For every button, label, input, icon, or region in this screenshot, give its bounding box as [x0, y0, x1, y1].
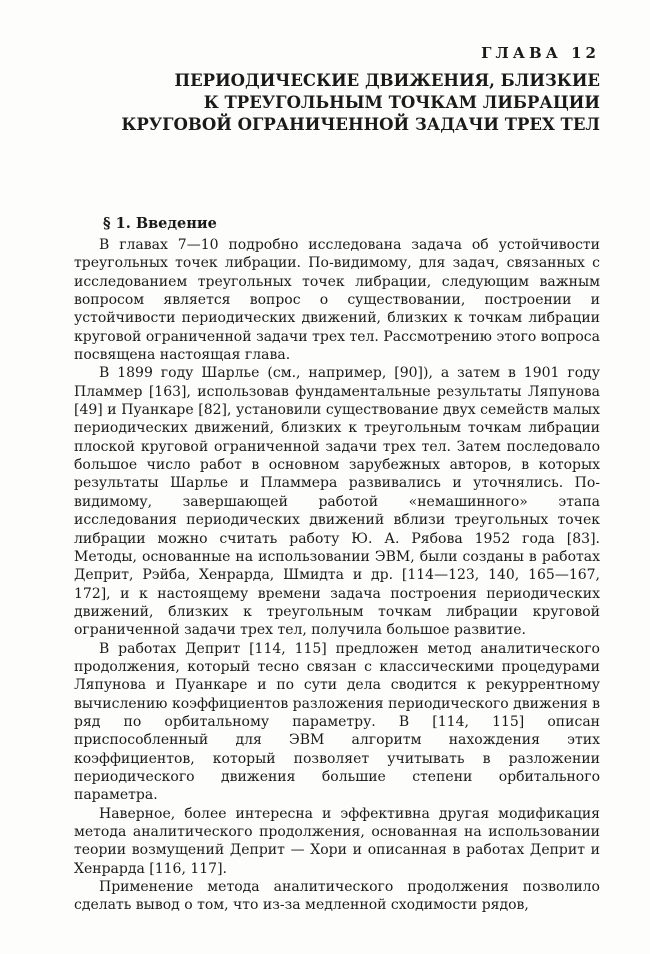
section-heading: § 1. Введение	[103, 215, 217, 232]
paragraph: В 1899 году Шарлье (см., например, [90]), а затем в 1901 году Пламмер [163], использовав фундаментальные результаты Ляпунова [49] и Пуанкаре [82], установили существование двух семейств малых периодических движений, близких к треугольным точкам либрации плоской круговой ограниченной задачи трех тел. Затем последовало большое число работ в основном зарубежных авторов, в которых результаты Шарлье и Пламмера развивались и уточнялись. По-видимому, завершающей работой «немашинного» этапа исследования периодических движений вблизи треугольных точек либрации можно считать работу Ю. А. Рябова 1952 года [83]. Методы, основанные на использовании ЭВМ, были созданы в работах Деприт, Рэйба, Хенрарда, Шмидта и др. [114—123, 140, 165—167, 172], и к настоящему времени задача построения периодических движений, близких к треугольным точкам либрации круговой ограниченной задачи трех тел, получила большое развитие.	[74, 365, 600, 639]
paragraph: Наверное, более интересна и эффективна другая модификация метода аналитического продолжения, основанная на использовании теории возмущений Деприт — Хори и описанная в работах Деприт и Хенрарда [116, 117].	[74, 805, 600, 877]
body-text	[74, 236, 600, 915]
chapter-label: ГЛАВА 12	[481, 44, 600, 62]
chapter-title-line: К ТРЕУГОЛЬНЫМ ТОЧКАМ ЛИБРАЦИИ	[203, 93, 600, 112]
chapter-title-line: ПЕРИОДИЧЕСКИЕ ДВИЖЕНИЯ, БЛИЗКИЕ	[174, 71, 600, 90]
paragraph: В работах Деприт [114, 115] предложен метод аналитического продолжения, который тесно связан с классическими процедурами Ляпунова и Пуанкаре и по сути дела сводится к рекуррентному вычислению коэффициентов разложения периодического движения в ряд по орбитальному параметру. В [114, 115] описан приспособленный для ЭВМ алгоритм нахождения этих коэффициентов, который позволяет учитывать в разложении периодического движения большие степени орбитального параметра.	[74, 640, 600, 804]
paragraph: Применение метода аналитического продолжения позволило сделать вывод о том, что из-за медленной сходимости рядов,	[74, 879, 600, 914]
paragraph: В главах 7—10 подробно исследована задача об устойчивости треугольных точек либрации. По-видимому, для задач, связанных с исследованием треугольных точек либрации, следующим важным вопросом является вопрос о существовании, построении и устойчивости периодических движений, близких к точкам либрации круговой ограниченной задачи трех тел. Рассмотрению этого вопроса посвящена настоящая глава.	[74, 237, 600, 364]
chapter-title-line: КРУГОВОЙ ОГРАНИЧЕННОЙ ЗАДАЧИ ТРЕХ ТЕЛ	[121, 115, 600, 134]
chapter-title	[121, 70, 600, 136]
